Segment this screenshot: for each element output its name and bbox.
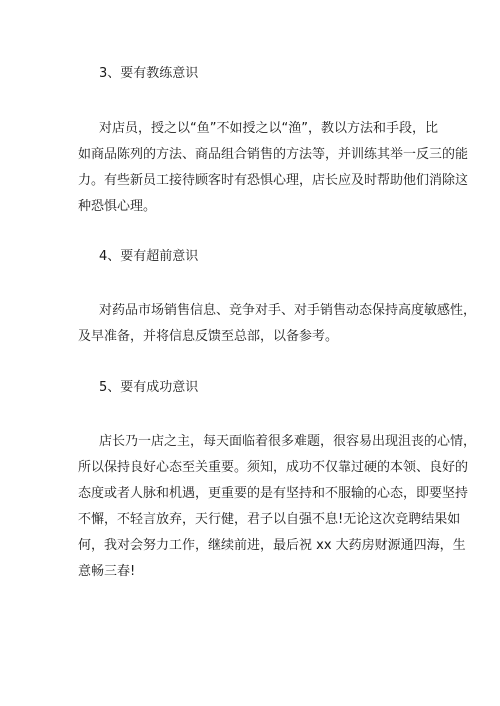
paragraph-line: 何，我对会努力工作，继续前进，最后祝 xx 大药房财源通四海，生: [78, 538, 466, 553]
paragraph-line: 力。有些新员工接待顾客时有恐惧心理，店长应及时帮助他们消除这: [78, 173, 469, 188]
paragraph-line: 不懈，不轻言放弃，天行健，君子以自强不息!无论这次竞聘结果如: [78, 512, 461, 527]
paragraph-line: 对店员，授之以“鱼”不如授之以“渔”，教以方法和手段，比: [99, 121, 438, 136]
paragraph-success: [78, 429, 477, 585]
paragraph-line: 对药品市场销售信息、竞争对手、对手销售动态保持高度敏感性，: [99, 303, 477, 318]
paragraph-foresight: [78, 298, 477, 350]
section-heading-foresight: 4、要有超前意识: [99, 249, 199, 264]
section-heading-success: 5、要有成功意识: [99, 380, 199, 395]
paragraph-line: 意畅三春!: [78, 564, 136, 579]
paragraph-line: 及早准备，并将信息反馈至总部，以备参考。: [78, 329, 339, 344]
paragraph-line: 种恐惧心理。: [78, 199, 157, 214]
section-heading-coaching: 3、要有教练意识: [99, 66, 199, 81]
paragraph-line: 所以保持良好心态至关重要。须知，成功不仅靠过硬的本领、良好的: [78, 460, 469, 475]
paragraph-coaching: [78, 116, 469, 220]
paragraph-line: 态度或者人脉和机遇，更重要的是有坚持和不服输的心态，即要坚持: [78, 486, 469, 501]
paragraph-line: 店长乃一店之主，每天面临着很多难题，很容易出现沮丧的心情，: [99, 434, 477, 449]
paragraph-line: 如商品陈列的方法、商品组合销售的方法等，并训练其举一反三的能: [78, 147, 469, 162]
